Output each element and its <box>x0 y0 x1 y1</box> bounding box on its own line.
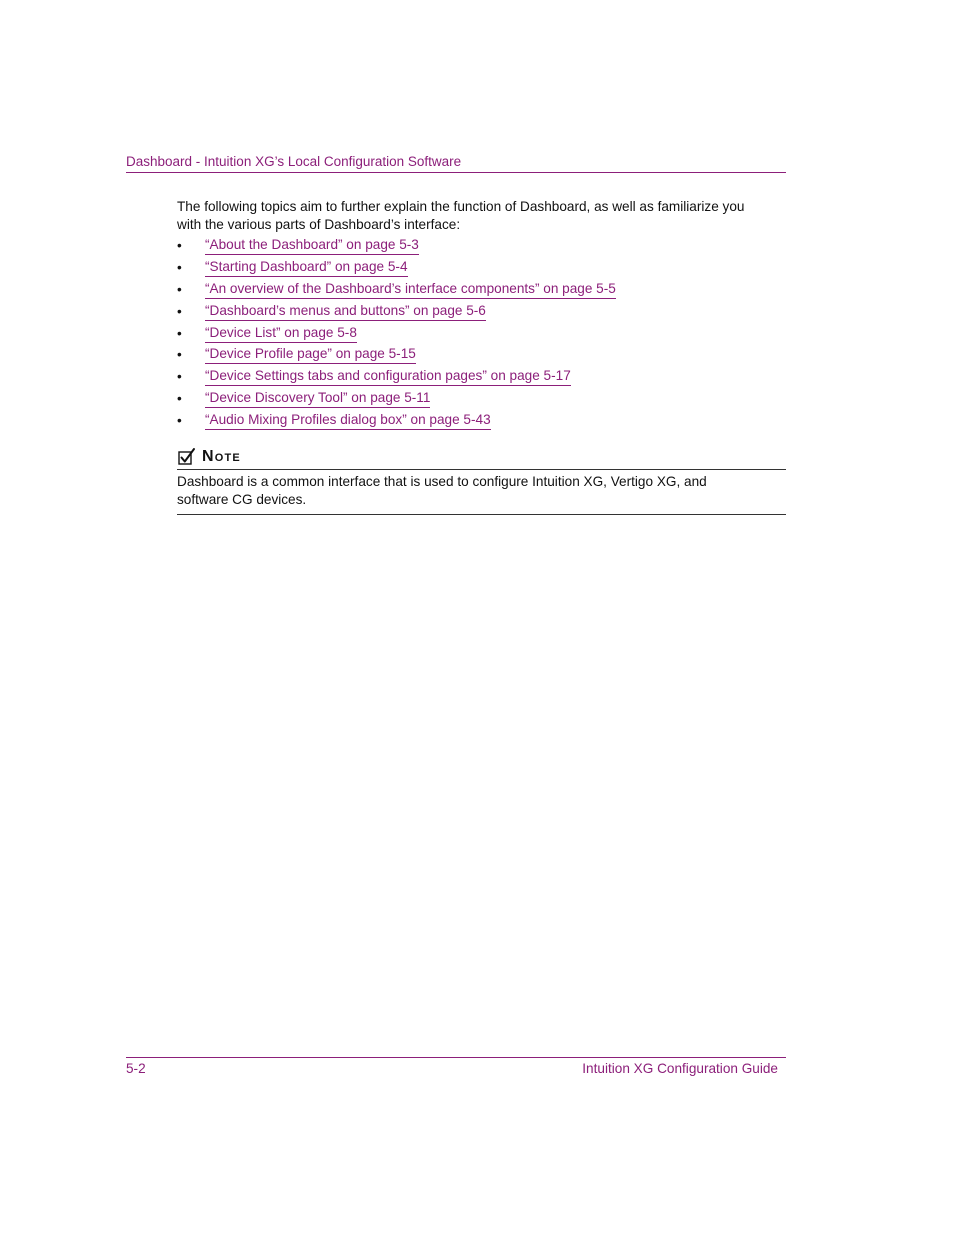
bullet: • <box>177 259 182 275</box>
intro-paragraph: The following topics aim to further explain the function of Dashboard, as well as familiarize you with the various parts of Dashboard’s interface: <box>177 199 745 232</box>
topic-link-interface-overview[interactable]: “An overview of the Dashboard’s interface components” on page 5-5 <box>205 280 616 299</box>
bullet: • <box>177 347 182 363</box>
topic-link-menus-buttons[interactable]: “Dashboard’s menus and buttons” on page 5-6 <box>205 302 486 321</box>
bullet: • <box>177 391 182 407</box>
topic-link-device-list[interactable]: “Device List” on page 5-8 <box>205 324 357 343</box>
note-heading <box>177 447 786 470</box>
note-text: Dashboard is a common interface that is used to configure Intuition XG, Vertigo XG, and software CG devices. <box>177 474 707 507</box>
bullet: • <box>177 303 182 319</box>
bullet: • <box>177 369 182 385</box>
note-label: Note <box>202 448 241 465</box>
bullet: • <box>177 325 182 341</box>
guide-title: Intuition XG Configuration Guide <box>582 1061 778 1076</box>
bullet: • <box>177 413 182 429</box>
header-title: Dashboard - Intuition XG’s Local Configuration Software <box>126 154 462 169</box>
topic-link-audio-mixing[interactable]: “Audio Mixing Profiles dialog box” on page 5-43 <box>205 411 491 430</box>
checkbox-check-icon <box>177 447 197 467</box>
running-header <box>126 153 786 173</box>
bullet: • <box>177 281 182 297</box>
page-number: 5-2 <box>126 1061 146 1076</box>
topic-link-device-profile[interactable]: “Device Profile page” on page 5-15 <box>205 345 416 364</box>
topic-link-device-settings[interactable]: “Device Settings tabs and configuration pages” on page 5-17 <box>205 367 571 386</box>
topic-link-starting-dashboard[interactable]: “Starting Dashboard” on page 5-4 <box>205 258 408 277</box>
bullet: • <box>177 238 182 253</box>
topic-link-about-dashboard[interactable]: “About the Dashboard” on page 5-3 <box>205 236 419 255</box>
note-body <box>177 473 786 515</box>
running-footer <box>126 1057 786 1080</box>
topic-link-device-discovery[interactable]: “Device Discovery Tool” on page 5-11 <box>205 389 430 408</box>
